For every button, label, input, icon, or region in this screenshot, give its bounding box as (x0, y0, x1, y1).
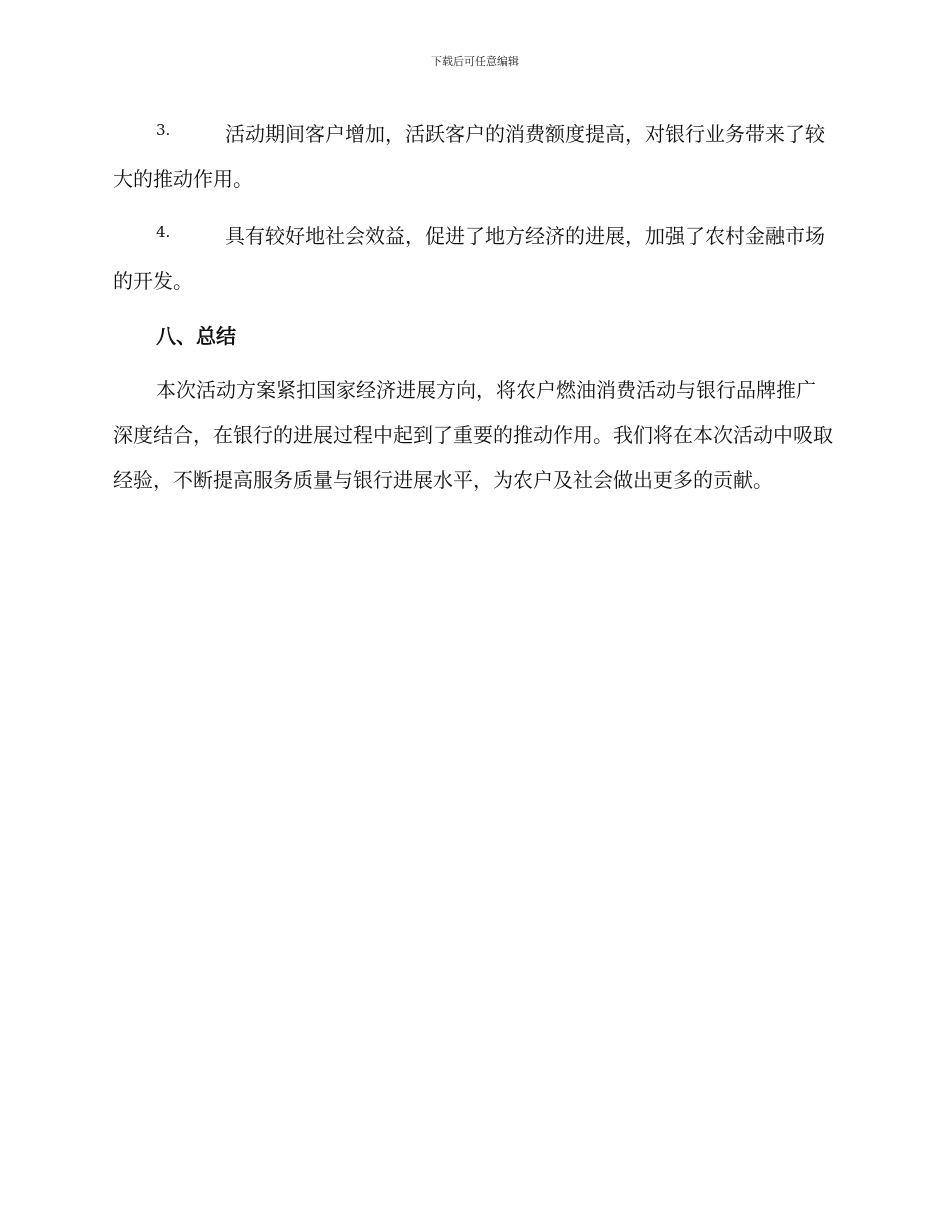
list-item-4 (113, 214, 835, 304)
list-item-3 (113, 112, 835, 202)
list-item-text: 活动期间客户增加，活跃客户的消费额度提高，对银行业务带来了较大的推动作用。 (113, 122, 825, 191)
list-item-number: 4. (156, 223, 171, 241)
page-header: 下载后可任意编辑 (431, 55, 519, 68)
section-heading: 八、总结 (156, 324, 236, 348)
list-item-number: 3. (156, 121, 171, 139)
summary-paragraph: 本次活动方案紧扣国家经济进展方向，将农户燃油消费活动与银行品牌推广深度结合，在银行的进展过程中起到了重要的推动作用。我们将在本次活动中吸取经验，不断提高服务质量与银行进展水平，为农户及社会做出更多的贡献。 (113, 378, 833, 492)
list-item-text: 具有较好地社会效益，促进了地方经济的进展，加强了农村金融市场的开发。 (113, 224, 825, 293)
document-body (113, 112, 835, 503)
